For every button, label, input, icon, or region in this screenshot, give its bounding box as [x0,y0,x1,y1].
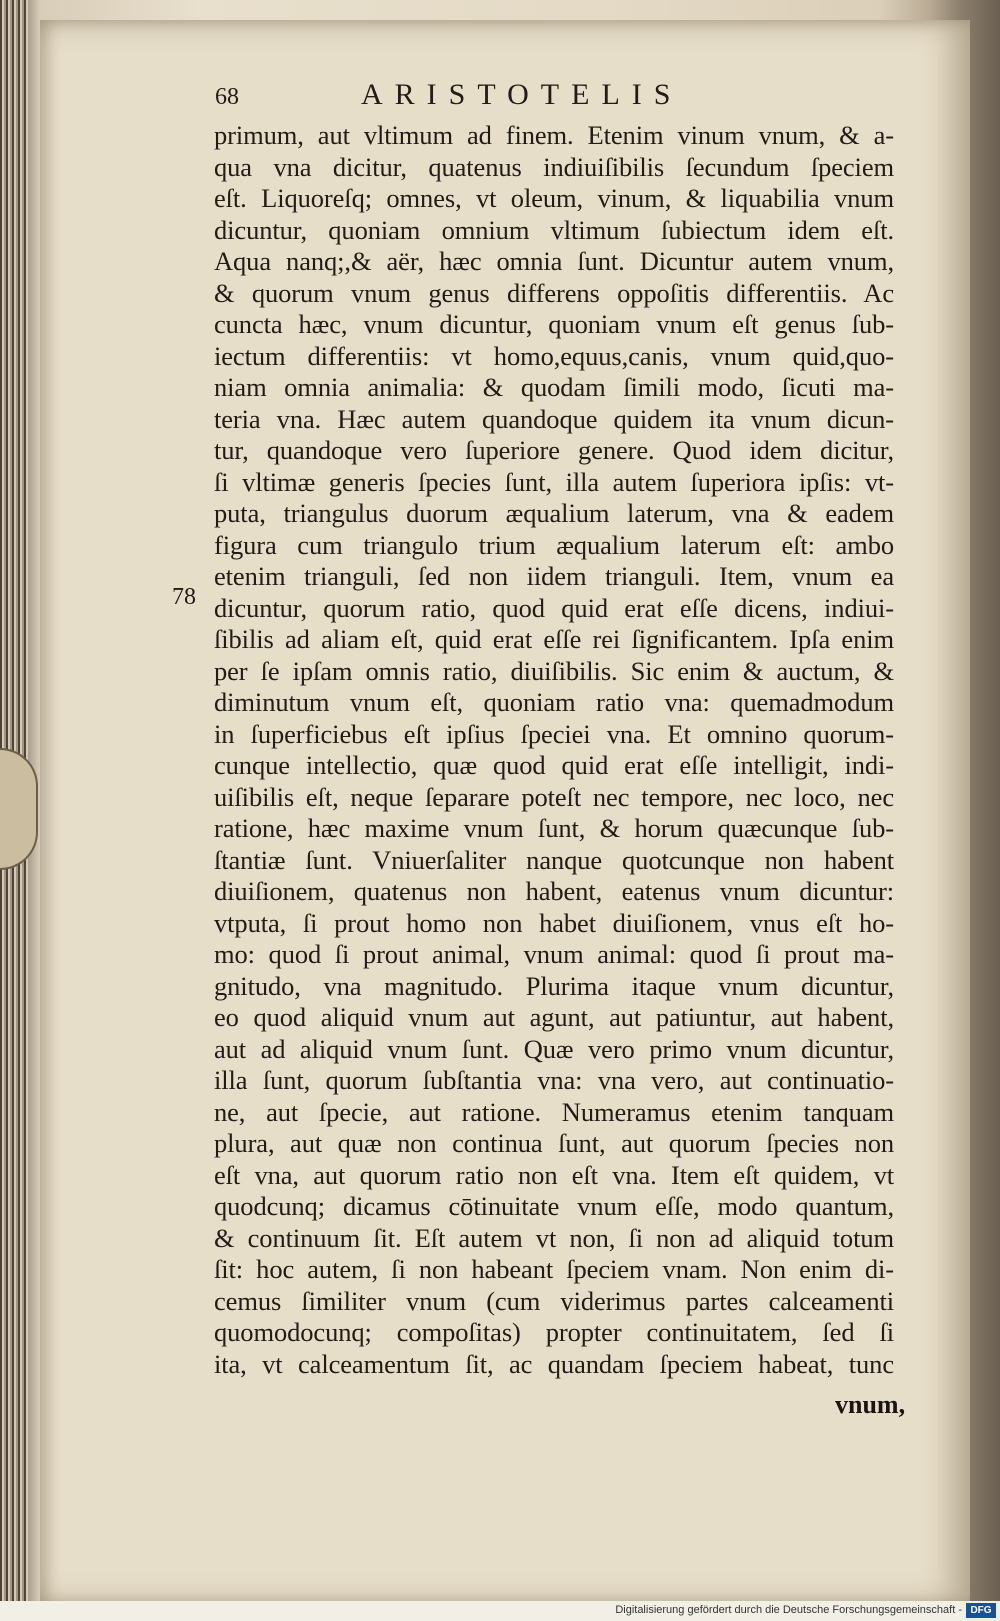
text-line: quodcunq; dicamus cōtinuitate vnum eſſe, modo quantum, [214,1191,894,1221]
text-line: eſt. Liquoreſq; omnes, vt oleum, vinum, & liquabilia vnum [214,183,894,213]
text-line: ne, aut ſpecie, aut ratione. Numeramus etenim tanquam [214,1096,894,1127]
body-text [214,120,894,1380]
text-line: diuiſionem, quatenus non habent, eatenus vnum dicuntur: [214,876,894,906]
text-line: & quorum vnum genus differens oppoſitis differentiis. Ac [214,277,894,308]
text-line: figura cum triangulo trium æqualium laterum eſt: ambo [214,529,894,560]
text-line: eſt vna, aut quorum ratio non eſt vna. Item eſt quidem, vt [214,1159,894,1190]
text-line: ſit: hoc autem, ſi non habeant ſpeciem vnam. Non enim di- [214,1254,894,1284]
text-line: & continuum ſit. Eſt autem vt non, ſi non ad aliquid totum [214,1222,894,1253]
text-line: ſi vltimæ generis ſpecies ſunt, illa autem ſuperiora ipſis: vt- [214,466,894,497]
funding-credit: Digitalisierung gefördert durch die Deutsche Forschungsgemeinschaft - [615,1604,962,1616]
book-clasp [0,748,38,870]
text-line: illa ſunt, quorum ſubſtantia vna: vna vero, aut continuatio- [214,1065,894,1095]
text-line: quomodocunq; compoſitas) propter continuitatem, ſed ſi [214,1317,894,1347]
text-line: plura, aut quæ non continua ſunt, aut quorum ſpecies non [214,1128,894,1158]
text-line: teria vna. Hæc autem quandoque quidem ita vnum dicun- [214,403,894,434]
text-line: dicuntur, quorum ratio, quod quid erat eſſe dicens, indiui- [214,592,894,623]
text-line: cuncta hæc, vnum dicuntur, quoniam vnum eſt genus ſub- [214,309,894,339]
text-line: cemus ſimiliter vnum (cum viderimus partes calceamenti [214,1285,894,1316]
dfg-logo: DFG [966,1603,996,1618]
text-line: iectum differentiis: vt homo,equus,canis, vnum quid,quo- [214,340,894,371]
page-number: 68 [215,84,239,110]
page-header [215,78,915,118]
text-line: tur, quandoque vero ſuperiore genere. Quod idem dicitur, [214,435,894,465]
text-line: in ſuperficiebus eſt ipſius ſpeciei vna. Et omnino quorum- [214,718,894,749]
text-line: ita, vt calceamentum ſit, ac quandam ſpeciem habeat, tunc [214,1348,894,1379]
text-line: primum, aut vltimum ad finem. Etenim vinum vnum, & a- [214,120,894,150]
margin-note: 78 [172,584,196,610]
text-line: gnitudo, vna magnitudo. Plurima itaque vnum dicuntur, [214,970,894,1001]
text-line: vtputa, ſi prout homo non habet diuiſionem, vnus eſt ho- [214,907,894,938]
text-line: per ſe ipſam omnis ratio, diuiſibilis. Sic enim & auctum, & [214,655,894,686]
running-title: ARISTOTELIS [361,78,683,111]
text-line: ſtantiæ ſunt. Vniuerſaliter nanque quotcunque non habent [214,844,894,875]
text-line: ſibilis ad aliam eſt, quid erat eſſe rei ſignificantem. Ipſa enim [214,624,894,654]
text-line: qua vna dicitur, quatenus indiuiſibilis ſecundum ſpeciem [214,151,894,182]
text-line: Aqua nanq;,& aër, hæc omnia ſunt. Dicuntur autem vnum, [214,246,894,276]
digitization-footer [0,1601,1000,1621]
catchword: vnum, [835,1390,906,1419]
text-line: etenim trianguli, ſed non iidem trianguli. Item, vnum ea [214,561,894,591]
text-line: ratione, hæc maxime vnum ſunt, & horum quæcunque ſub- [214,813,894,843]
text-line: diminutum vnum eſt, quoniam ratio vna: quemadmodum [214,687,894,717]
text-line: aut ad aliquid vnum ſunt. Quæ vero primo vnum dicuntur, [214,1033,894,1064]
text-line: puta, triangulus duorum æqualium laterum, vna & eadem [214,498,894,528]
text-line: niam omnia animalia: & quodam ſimili modo, ſicuti ma- [214,372,894,402]
text-line: dicuntur, quoniam omnium vltimum ſubiectum idem eſt. [214,214,894,245]
text-line: mo: quod ſi prout animal, vnum animal: quod ſi prout ma- [214,939,894,969]
text-line: uiſibilis eſt, neque ſeparare poteſt nec tempore, nec loco, nec [214,781,894,812]
text-line: eo quod aliquid vnum aut agunt, aut patiuntur, aut habent, [214,1002,894,1032]
text-line: cunque intellectio, quæ quod quid erat eſſe intelligit, indi- [214,750,894,780]
